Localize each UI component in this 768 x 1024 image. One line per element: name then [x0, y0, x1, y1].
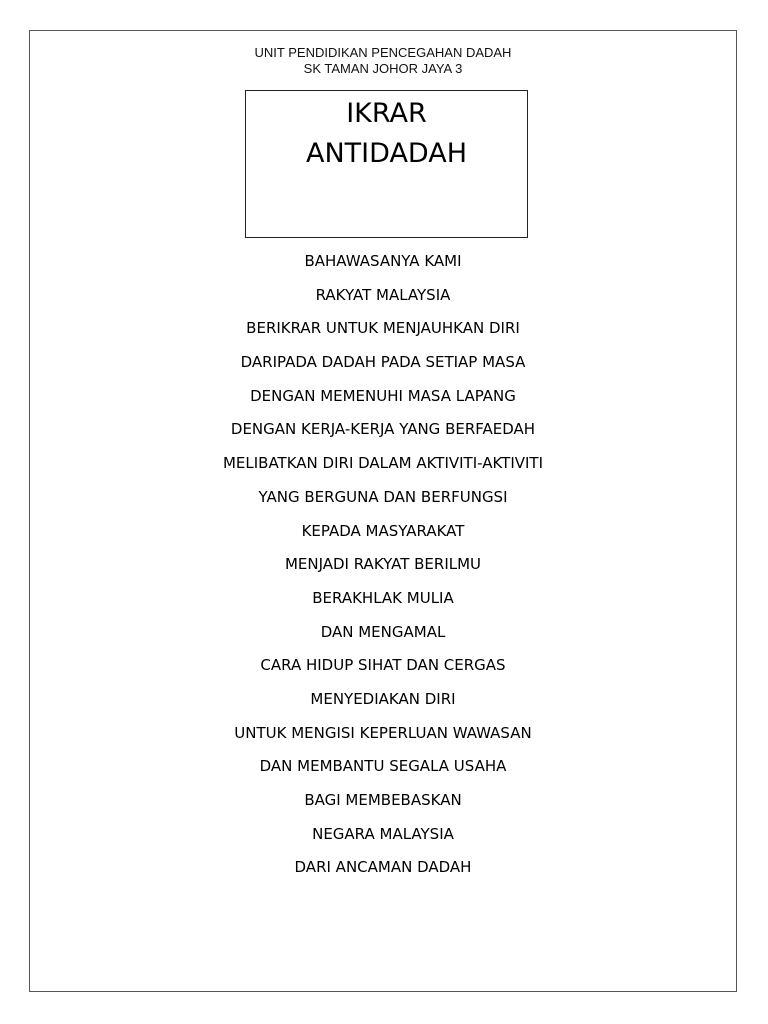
title-box — [245, 90, 528, 238]
pledge-line: MELIBATKAN DIRI DALAM AKTIVITI-AKTIVITI — [222, 454, 544, 473]
pledge-line: BAHAWASANYA KAMI — [304, 252, 462, 270]
pledge-line: DENGAN MEMENUHI MASA LAPANG — [250, 386, 516, 405]
pledge-line: KEPADA MASYARAKAT — [301, 521, 465, 540]
pledge-line: DENGAN KERJA-KERJA YANG BERFAEDAH — [230, 420, 536, 439]
pledge-line: NEGARA MALAYSIA — [312, 824, 454, 843]
pledge-line: BERIKRAR UNTUK MENJAUHKAN DIRI — [246, 319, 520, 338]
pledge-line: RAKYAT MALAYSIA — [315, 285, 451, 304]
pledge-line: YANG BERGUNA DAN BERFUNGSI — [258, 487, 508, 506]
pledge-line: BAGI MEMBEBASKAN — [304, 791, 462, 809]
document-header — [29, 45, 737, 77]
title-line-2: ANTIDADAH — [306, 138, 467, 169]
pledge-line: UNTUK MENGISI KEPERLUAN WAWASAN — [234, 723, 532, 742]
pledge-line: CARA HIDUP SIHAT DAN CERGAS — [260, 656, 506, 675]
pledge-line: MENJADI RAKYAT BERILMU — [284, 555, 482, 574]
pledge-line: DARIPADA DADAH PADA SETIAP MASA — [240, 353, 526, 372]
title-line-1: IKRAR — [346, 98, 427, 129]
pledge-line: DAN MENGAMAL — [320, 622, 446, 641]
pledge-line: DARI ANCAMAN DADAH — [294, 858, 472, 877]
header-school-name: SK TAMAN JOHOR JAYA 3 — [303, 61, 463, 76]
pledge-line: BERAKHLAK MULIA — [312, 588, 454, 607]
pledge-line: DAN MEMBANTU SEGALA USAHA — [259, 757, 507, 776]
pledge-text — [29, 249, 737, 889]
pledge-line: MENYEDIAKAN DIRI — [310, 689, 456, 708]
header-unit-name: UNIT PENDIDIKAN PENCEGAHAN DADAH — [254, 45, 512, 60]
